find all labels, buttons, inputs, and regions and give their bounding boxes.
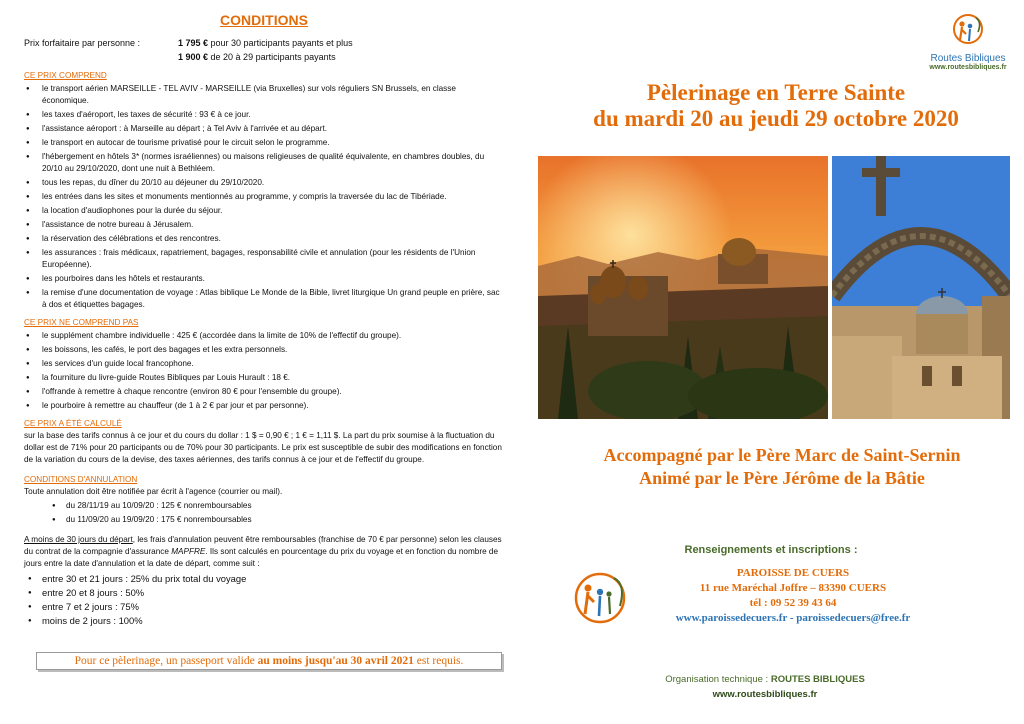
accompanied-line1: Accompagné par le Père Marc de Saint-Sernin (603, 445, 961, 465)
organisation-line (540, 672, 990, 687)
annulation-intro: Toute annulation doit être notifiée par écrit à l'agence (courrier ou mail). (24, 487, 283, 496)
list-item: ● la location d'audiophones pour la durée du séjour. (40, 205, 504, 217)
conditions-column (24, 14, 504, 630)
organisation-block (540, 672, 990, 702)
list-item: ● entre 20 et 8 jours : 50% (42, 586, 504, 600)
list-item: ● le transport aérien MARSEILLE - TEL AVIV - MARSEILLE (via Bruxelles) sur vols réguliers SN Brussels, en classe économique. (40, 83, 504, 107)
ne-comprend-list (24, 330, 504, 412)
list-item: ● l'assistance aéroport : à Marseille au départ ; à Tel Aviv à l'arrivée et au départ. (40, 123, 504, 135)
list-item: ● moins de 2 jours : 100% (42, 614, 504, 628)
routes-bibliques-logo (918, 12, 1018, 71)
contact-web-link[interactable]: www.paroissedecuers.fr (675, 612, 788, 624)
comprend-list (24, 83, 504, 311)
annulation-dates (24, 500, 504, 526)
price-line (178, 36, 353, 50)
contact-address: 11 rue Maréchal Joffre – 83390 CUERS (699, 582, 887, 594)
contact-links (620, 611, 966, 626)
accompanied-line2: Animé par le Père Jérôme de la Bâtie (639, 468, 925, 488)
list-item: ● le transport en autocar de tourisme privatisé pour le circuit selon le programme. (40, 137, 504, 149)
logo-url: www.routesbibliques.fr (929, 64, 1007, 71)
price-label: Prix forfaitaire par personne : (24, 38, 141, 48)
title-line1: Pèlerinage en Terre Sainte (646, 80, 906, 105)
conditions-title: CONDITIONS (220, 12, 308, 28)
price-amount: 1 900 € (178, 52, 209, 62)
moins30-company: MAPFRE (171, 547, 206, 556)
list-item: ● l'assistance de notre bureau à Jérusalem. (40, 219, 504, 231)
list-item: ● le pourboire à remettre au chauffeur (de 1 à 2 € par jour et par personne). (40, 400, 504, 412)
section-title-annulation: CONDITIONS D'ANNULATION (24, 475, 138, 484)
section-title-calcule: CE PRIX A ÉTÉ CALCULÉ (24, 419, 122, 428)
price-values (178, 36, 353, 64)
moins30-list (24, 572, 504, 628)
list-item: ● du 11/09/20 au 19/09/20 : 175 € nonremboursables (66, 514, 504, 526)
calcule-text: sur la base des tarifs connus à ce jour et du cours du dollar : 1 $ = 0,90 € ; 1 € = 1,11 $. La part du prix soumise à la fluctuation du dollar est de 71% pour 20 participants ou de 70% pour 30 participants. Le prix est susceptible de subir des modifications en fonction de la variation du cours de la devise, des taxes aériennes, des tarifs connus à ce jour et de l'effectif du groupe. (24, 431, 502, 464)
list-item: ● les taxes d'aéroport, les taxes de sécurité : 93 € à ce jour. (40, 109, 504, 121)
moins30-text-b: . Ils sont calculés en pourcentage du prix du voyage et en fonction du nombre de jours entre la date d'annulation et la date de départ, comme suit : (24, 547, 499, 568)
holy-sepulchre-photo (832, 156, 1010, 419)
price-text: de 20 à 29 participants payants (208, 52, 336, 62)
list-item: ● les entrées dans les sites et monuments mentionnés au programme, y compris la traversée du lac de Tibériade. (40, 191, 504, 203)
organisation-label: Organisation technique : (665, 674, 771, 685)
list-item: ● du 28/11/19 au 10/09/20 : 125 € nonremboursables (66, 500, 504, 512)
passport-date: au moins jusqu'au 30 avril 2021 (257, 655, 414, 667)
page-title (540, 80, 1012, 132)
moins30-paragraph (24, 534, 504, 570)
accompaniment (540, 444, 1024, 490)
list-item: ● la fourniture du livre-guide Routes Bibliques par Louis Hurault : 18 €. (40, 372, 504, 384)
list-item: ● l'hébergement en hôtels 3* (normes israéliennes) ou maisons religieuses de qualité équivalente, en chambres doubles, du 20/10 au 29/10/2020, dont une nuit à Bethléem. (40, 151, 504, 175)
list-item: ● la remise d'une documentation de voyage : Atlas biblique Le Monde de la Bible, livret liturgique Un grand peuple en prière, sac à dos et étiquettes bagages. (40, 287, 504, 311)
pilgrims-logo-icon (948, 12, 988, 48)
list-item: ● les assurances : frais médicaux, rapatriement, bagages, responsabilité civile et annulation (pour les résidents de l'Union Européenne). (40, 247, 504, 271)
contact-sep: - (787, 612, 797, 624)
section-title-ne-comprend: CE PRIX NE COMPREND PAS (24, 318, 139, 327)
list-item: ● tous les repas, du dîner du 20/10 au déjeuner du 29/10/2020. (40, 177, 504, 189)
list-item: ● les pourboires dans les hôtels et restaurants. (40, 273, 504, 285)
moins30-text-a: , les frais d'annulation peuvent être remboursables (franchise de 70 € par personne) selon les clauses du contrat de la compagnie d'assurance (24, 535, 502, 556)
contact-tel: tél : 09 52 39 43 64 (749, 597, 837, 609)
price-text: pour 30 participants payants et plus (208, 38, 353, 48)
passport-text-c: est requis. (413, 655, 464, 667)
jerusalem-sunset-photo (538, 156, 828, 419)
list-item: ● les boissons, les cafés, le port des bagages et les extra personnels. (40, 344, 504, 356)
passport-notice (36, 652, 502, 670)
contact-email-link[interactable]: paroissedecuers@free.fr (796, 612, 911, 624)
organisation-name: ROUTES BIBLIQUES (770, 674, 865, 685)
contact-org: PAROISSE DE CUERS (736, 567, 850, 579)
contact-heading: Renseignements et inscriptions : (684, 544, 858, 556)
list-item: ● entre 30 et 21 jours : 25% du prix total du voyage (42, 572, 504, 586)
price-table (24, 36, 504, 64)
price-line (178, 50, 353, 64)
passport-text-a: Pour ce pèlerinage, un passeport valide (74, 655, 258, 667)
contact-block (620, 566, 966, 626)
list-item: ● la réservation des célébrations et des rencontres. (40, 233, 504, 245)
price-amount: 1 795 € (178, 38, 209, 48)
list-item: ● le supplément chambre individuelle : 425 € (accordée dans la limite de 10% de l'effectif du groupe). (40, 330, 504, 342)
moins30-label: A moins de 30 jours du départ (24, 535, 133, 544)
list-item: ● l'offrande à remettre à chaque rencontre (environ 80 € pour l'ensemble du groupe). (40, 386, 504, 398)
section-title-comprend: CE PRIX COMPREND (24, 71, 107, 80)
logo-name: Routes Bibliques (930, 53, 1006, 64)
list-item: ● entre 7 et 2 jours : 75% (42, 600, 504, 614)
organisation-url[interactable]: www.routesbibliques.fr (712, 689, 818, 700)
title-line2: du mardi 20 au jeudi 29 octobre 2020 (593, 106, 959, 131)
list-item: ● les services d'un guide local francophone. (40, 358, 504, 370)
